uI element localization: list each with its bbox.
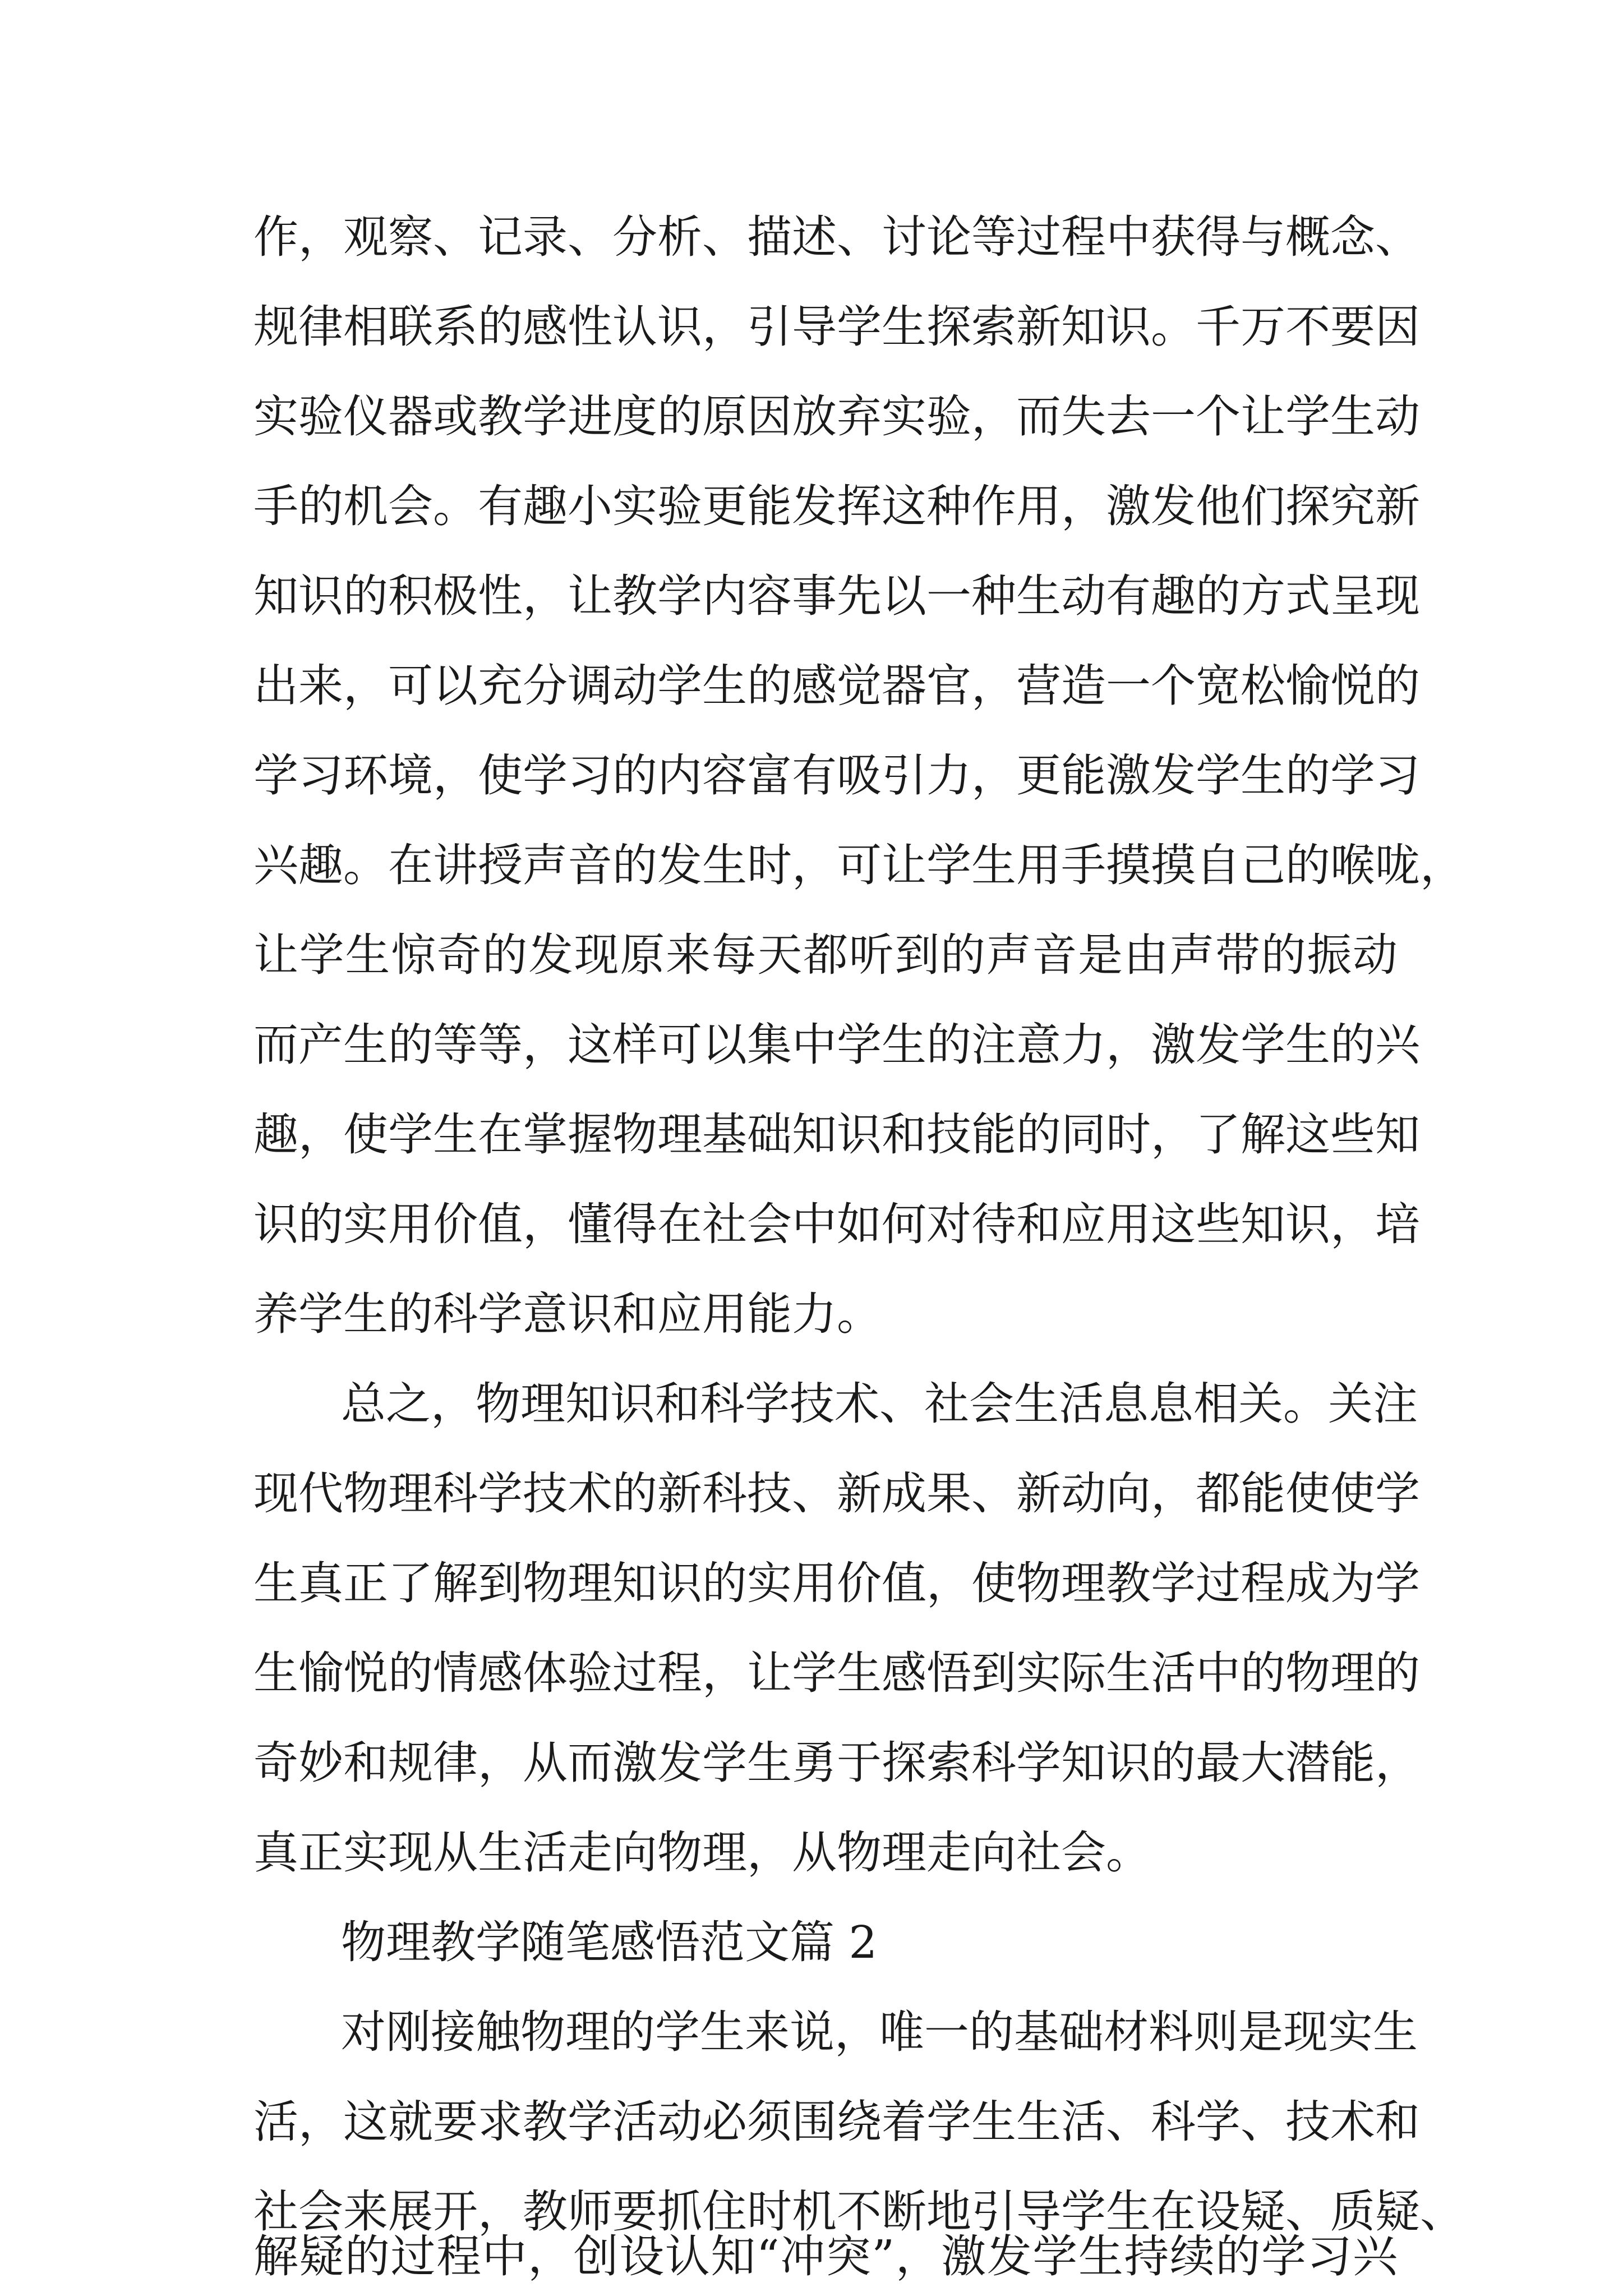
text-line: 真正实现从生活走向物理，从物理走向社会。 <box>253 1826 1151 1879</box>
text-line: 作，观察、记录、分析、描述、讨论等过程中获得与概念、 <box>253 211 1420 263</box>
text-line: 手的机会。有趣小实验更能发挥这种作用，激发他们探究新 <box>253 480 1420 532</box>
text-line: 学习环境，使学习的内容富有吸引力，更能激发学生的学习 <box>253 749 1420 802</box>
text-line: 让学生惊奇的发现原来每天都听到的声音是由声带的振动 <box>253 929 1398 981</box>
text-line: 趣，使学生在掌握物理基础知识和技能的同时，了解这些知 <box>253 1108 1420 1161</box>
text-line: 生愉悦的情感体验过程，让学生感悟到实际生活中的物理的 <box>253 1647 1420 1699</box>
text-line: 总之，物理知识和科学技术、社会生活息息相关。关注 <box>341 1378 1418 1430</box>
text-line: 而产生的等等，这样可以集中学生的注意力，激发学生的兴 <box>253 1019 1420 1071</box>
text-line: 活，这就要求教学活动必须围绕着学生生活、科学、技术和 <box>253 2096 1420 2148</box>
text-line: 对刚接触物理的学生来说，唯一的基础材料则是现实生 <box>341 2006 1418 2058</box>
text-line: 识的实用价值，懂得在社会中如何对待和应用这些知识，培 <box>253 1198 1420 1250</box>
text-line: 兴趣。在讲授声音的发生时，可让学生用手摸摸自己的喉咙， <box>253 839 1465 891</box>
text-line: 解疑的过程中，创设认知“冲突”，激发学生持续的学习兴 <box>253 2230 1398 2283</box>
section-heading: 物理教学随笔感悟范文篇 2 <box>341 1916 878 1968</box>
text-line: 知识的积极性，让教学内容事先以一种生动有趣的方式呈现 <box>253 570 1420 622</box>
text-line: 生真正了解到物理知识的实用价值，使物理教学过程成为学 <box>253 1557 1420 1609</box>
text-line: 养学生的科学意识和应用能力。 <box>253 1288 882 1340</box>
text-line: 社会来展开，教师要抓住时机不断地引导学生在设疑、质疑、 <box>253 2185 1465 2238</box>
text-line: 规律相联系的感性认识，引导学生探索新知识。千万不要因 <box>253 301 1420 353</box>
text-line: 实验仪器或教学进度的原因放弃实验，而失去一个让学生动 <box>253 390 1420 443</box>
text-line: 奇妙和规律，从而激发学生勇于探索科学知识的最大潜能， <box>253 1737 1420 1789</box>
text-line: 现代物理科学技术的新科技、新成果、新动向，都能使使学 <box>253 1467 1420 1520</box>
text-line: 出来，可以充分调动学生的感觉器官，营造一个宽松愉悦的 <box>253 660 1420 712</box>
